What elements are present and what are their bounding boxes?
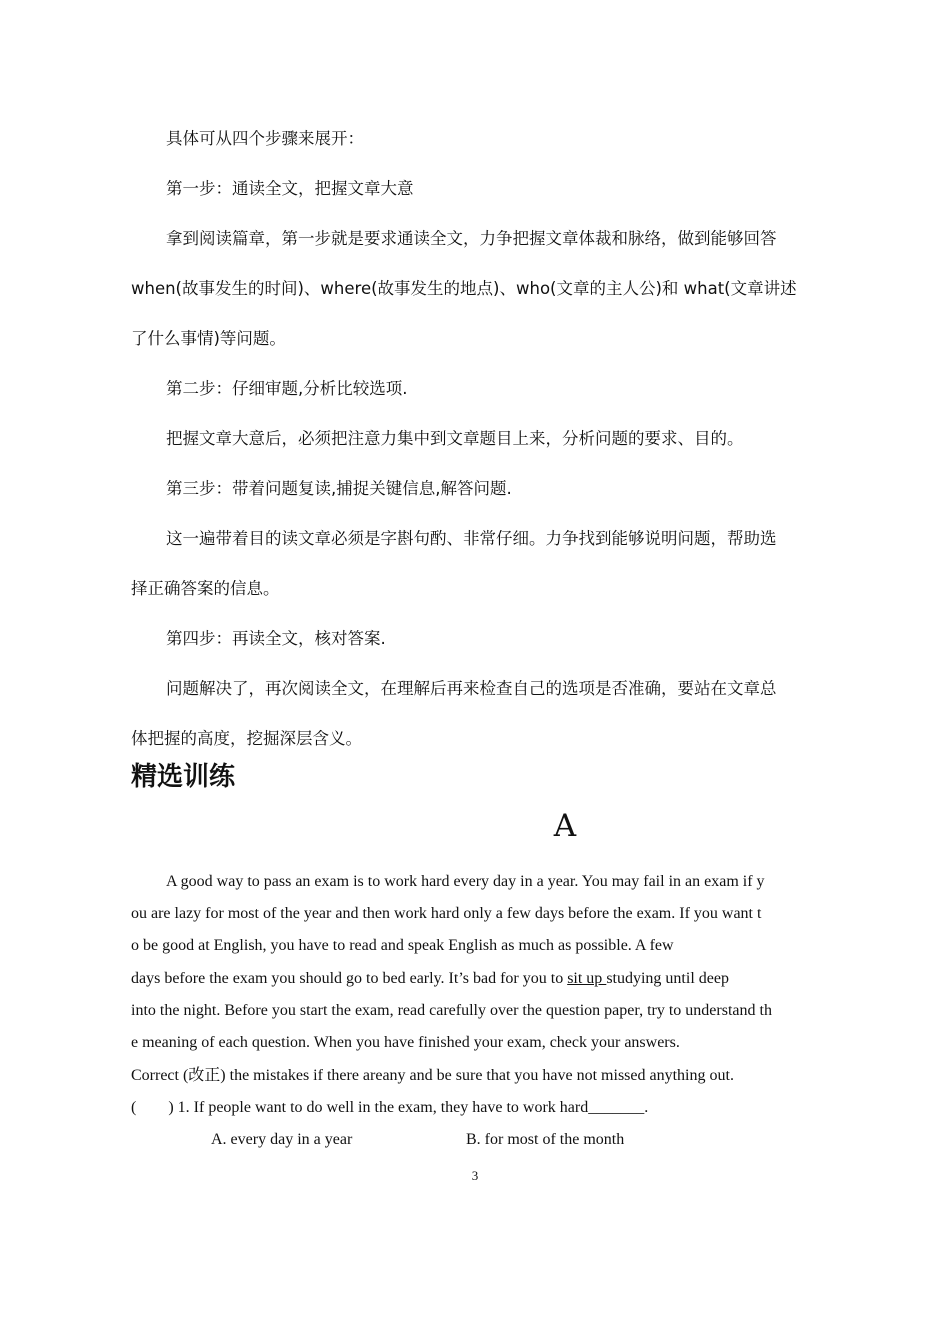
step1-title: 第一步：通读全文，把握文章大意 xyxy=(166,179,414,198)
option-b[interactable]: B. for most of the month xyxy=(466,1131,625,1148)
passage-line: e meaning of each question. When you have finished your exam, check your answers. xyxy=(131,1034,680,1051)
question-1 xyxy=(131,1098,831,1118)
step2-body: 把握文章大意后，必须把注意力集中到文章题目上来，分析问题的要求、目的。 xyxy=(166,429,744,448)
passage-line: o be good at English, you have to read and speak English as much as possible. A few xyxy=(131,937,674,954)
passage-line: ou are lazy for most of the year and then work hard only a few days before the exam. If you want t xyxy=(131,905,762,922)
passage-line xyxy=(131,969,831,989)
step4-title: 第四步：再读全文，核对答案. xyxy=(166,629,386,648)
steps-intro: 具体可从四个步骤来展开： xyxy=(166,129,364,148)
passage-text: days before the exam you should go to bed early. It’s bad for you to xyxy=(131,970,568,987)
step4-body-line1: 问题解决了，再次阅读全文，在理解后再来检查自己的选项是否准确，要站在文章总 xyxy=(166,679,777,698)
passage-line: into the night. Before you start the exam, read carefully over the question paper, try to understand th xyxy=(131,1002,772,1019)
step1-body-line2: when(故事发生的时间)、where(故事发生的地点)、who(文章的主人公)和 what(文章讲述 xyxy=(131,279,797,298)
passage-line: A good way to pass an exam is to work hard every day in a year. You may fail in an exam if y xyxy=(166,873,765,890)
page-number: 3 xyxy=(471,1168,479,1183)
step4-body-line2: 体把握的高度，挖掘深层含义。 xyxy=(131,729,362,748)
answer-blank[interactable]: ( ) xyxy=(131,1099,174,1116)
option-a[interactable]: A. every day in a year xyxy=(211,1131,353,1148)
step1-body-line3: 了什么事情)等问题。 xyxy=(131,329,286,348)
step3-body-line2: 择正确答案的信息。 xyxy=(131,579,280,598)
underlined-phrase: sit up xyxy=(567,970,607,987)
section-heading: 精选训练 xyxy=(131,762,236,792)
passage-text: studying until deep xyxy=(606,970,729,987)
passage-line: Correct (改正) the mistakes if there areany and be sure that you have not missed anything out. xyxy=(131,1067,734,1084)
passage-letter: A xyxy=(553,808,577,844)
step3-body-line1: 这一遍带着目的读文章必须是字斟句酌、非常仔细。力争找到能够说明问题，帮助选 xyxy=(166,529,777,548)
step3-title: 第三步：带着问题复读,捕捉关键信息,解答问题. xyxy=(166,479,512,498)
step2-title: 第二步：仔细审题,分析比较选项. xyxy=(166,379,408,398)
step1-body-line1: 拿到阅读篇章，第一步就是要求通读全文，力争把握文章体裁和脉络，做到能够回答 xyxy=(166,229,777,248)
question-text: 1. If people want to do well in the exam, they have to work hard_______. xyxy=(173,1099,649,1116)
